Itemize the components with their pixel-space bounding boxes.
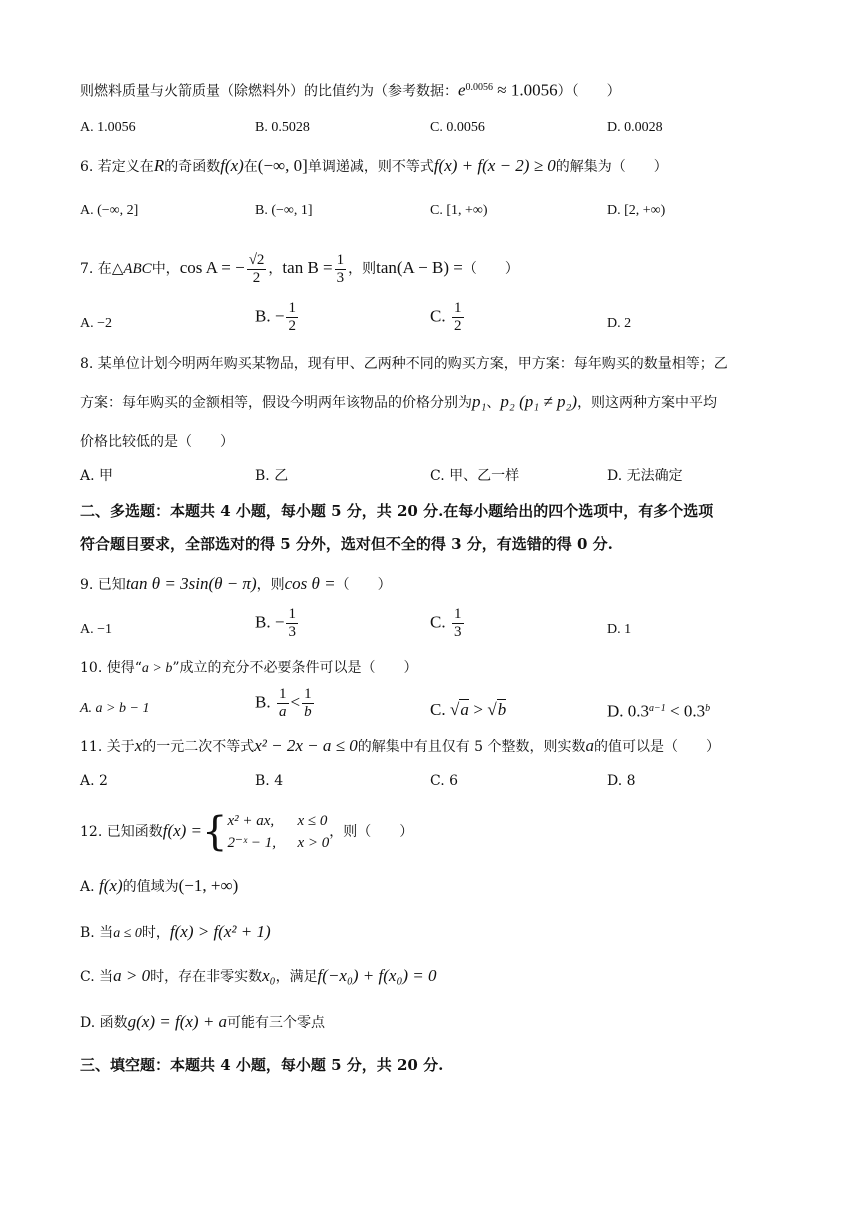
q11-text-d: 的值可以是（ ） [594,739,721,755]
q10-optC-label: C. [430,700,446,719]
q9-suffix: （ ） [335,577,392,593]
q12-optC-text2: ，满足 [275,969,318,985]
q8-p1: p₁ [472,392,487,411]
q8-option-d: D. 无法确定 [607,468,683,484]
q10-optC-op: > [473,700,483,719]
q9-optB-label: B. − [255,612,285,632]
q11-option-c: C. 6 [430,773,459,789]
q9-option-b [255,606,300,641]
q7-tan-num: 1 [336,251,345,268]
q12-optC-text1: 时，存在非零实数 [150,969,263,985]
section-3-heading: 三、填空题：本题共 4 小题，每小题 5 分，共 20 分. [80,1056,444,1074]
q6-suffix: 的解集为（ ） [555,159,668,175]
q10-optB-right-den: b [304,704,312,720]
q7-text2: ，则 [348,261,377,277]
q7-optB-label: B. − [255,306,285,326]
q12-optA-range: (−1, +∞) [178,876,239,895]
q12-optB-cond: a ≤ 0 [113,926,142,941]
q9-optB-num: 1 [288,606,296,622]
q8-option-a: A. 甲 [80,468,114,484]
q9-optC-num: 1 [454,606,462,622]
section-2-heading-line2: 符合题目要求，全部选对的得 5 分外，选对但不全的得 3 分，有选错的得 0 分. [80,535,613,553]
q7-cos-num: √2 [248,251,265,268]
q6-prefix: 6. 若定义在 [80,159,154,175]
q11-x: x [134,736,143,755]
q8-text-a: 方案：每年购买的金额相等，假设今明两年该物品的价格分别为 [80,395,472,411]
q7-comma: ， [268,261,283,277]
q10-text-b: ”成立的充分不必要条件可以是（ ） [172,660,418,676]
q12-optB-ineq: f(x) > f(x² + 1) [169,922,271,941]
q7-cos-den: 2 [252,269,261,286]
question-12 [80,806,413,856]
q12-optA-fx: f(x) [99,876,123,895]
question-11 [80,736,720,757]
q10-optD-exp1: a−1 [649,703,666,714]
q7-prefix: 7. 在 [80,261,112,277]
q7-optB-den: 2 [288,318,296,334]
q10-optD-base1: D. 0.3 [607,701,650,721]
ref-value: ≈ 1.0056 [493,80,558,100]
q10-optD-base2: < 0.3 [665,701,706,721]
q7-tanB: tan B = [282,258,333,277]
q10-option-c: C. √a > √b [430,700,507,719]
q6-text1: 的奇函数 [164,159,221,175]
q9-target: cos θ = [284,574,336,593]
q11-option-a: A. 2 [80,773,108,789]
q9-optC-label: C. [430,612,446,632]
q7-tan-fraction [335,252,347,287]
q12-optA-text: 的值域为 [122,879,179,895]
q9-prefix: 9. 已知 [80,577,126,593]
q8-option-b: B. 乙 [255,468,289,484]
q12-prefix: 12. 已知函数 [80,824,163,840]
q12-case1-expr: x² + ax, [227,813,275,829]
intro-text: 则燃料质量与火箭质量（除燃料外）的比值约为（参考数据： [80,83,458,100]
q6-option-a: A. (−∞, 2] [80,203,139,218]
q12-optD-text: 可能有三个零点 [227,1015,326,1031]
q10-option-b [255,686,316,721]
q8-sep: 、 [486,395,501,411]
q7-option-c [430,300,466,335]
q12-optC-cond: a > 0 [113,966,151,985]
q6-R: R [153,156,165,175]
q12-optB-text: 时， [141,925,170,941]
q7-option-b [255,300,300,335]
q10-condition: a > b [141,661,173,676]
q11-text-b: 的一元二次不等式 [142,739,255,755]
q7-cos-fraction [247,252,267,287]
q5-option-b: B. 0.5028 [255,120,310,135]
q11-text-c: 的解集中有且仅有 5 个整数，则实数 [357,739,586,755]
question-6 [80,156,668,177]
q7-optC-num: 1 [454,300,462,316]
q7-optC-den: 2 [454,318,462,334]
q6-option-d: D. [2, +∞) [607,203,666,218]
q9-option-a: A. −1 [80,622,113,637]
q6-fx: f(x) [220,156,244,175]
q9-optC-den: 3 [454,624,462,640]
q7-optC-fraction [452,300,464,335]
q12-case1-cond: x ≤ 0 [297,813,328,829]
q12-optD-label: D. 函数 [80,1015,128,1031]
q10-option-d [607,699,710,723]
question-8-line1: 8. 某单位计划今明两年购买某物品，现有甲、乙两种不同的购买方案，甲方案：每年购买的数量相等；乙 [80,356,728,372]
q12-optC-eq: f(−x₀) + f(x₀) = 0 [317,966,437,985]
q12-cases [227,810,329,854]
q8-p2: p₂ (p₁ ≠ p₂) [500,392,578,411]
q10-optB-op: < [290,692,301,712]
question5-continuation [80,78,621,102]
q12-option-a [80,876,238,897]
q12-suffix: ，则（ ） [329,824,414,840]
q10-optD-exp2: b [705,703,711,714]
q7-target: tan(A − B) = [376,258,463,277]
q11-text-a: 11. 关于 [80,739,135,755]
q7-suffix: （ ） [462,261,519,277]
q11-option-b: B. 4 [255,773,284,789]
q12-optA-label: A. [80,879,95,895]
q6-option-b: B. (−∞, 1] [255,203,313,218]
q11-option-d: D. 8 [607,773,636,789]
ref-exponent: 0.0056 [465,82,494,93]
q10-optC-sqrt-b: b [497,700,507,719]
question-8-line3: 价格比较低的是（ ） [80,434,234,450]
q12-optC-x0: x₀ [262,966,276,985]
q7-option-d: D. 2 [607,316,632,331]
q8-option-c: C. 甲、乙一样 [430,468,520,484]
q12-option-d [80,1012,325,1033]
q5-option-a: A. 1.0056 [80,120,136,135]
q9-option-d: D. 1 [607,622,632,637]
q7-option-a: A. −2 [80,316,113,331]
q10-optC-sqrt-a: a [460,700,469,719]
q12-case2-cond: x > 0 [297,835,330,851]
q10-text-a: 10. 使得“ [80,660,142,676]
q10-optB-label: B. [255,692,271,712]
q5-option-d: D. 0.0028 [607,120,663,135]
question-7 [80,246,519,290]
question-9 [80,574,392,595]
q12-optD-gx: g(x) = f(x) + a [127,1012,228,1031]
q12-brace: { [202,809,228,855]
intro-suffix: ）（ ） [557,83,621,100]
q9-optB-den: 3 [288,624,296,640]
q9-mid: ，则 [256,577,285,593]
q6-option-c: C. [1, +∞) [430,203,488,218]
q10-optB-left-num: 1 [279,686,287,702]
q10-option-a: A. a > b − 1 [80,701,150,716]
q7-text1: 中， [151,261,180,277]
q5-option-c: C. 0.0056 [430,120,485,135]
q11-a: a [585,736,595,755]
q7-tan-den: 3 [336,269,345,286]
q6-inequality: f(x) + f(x − 2) ≥ 0 [433,156,556,175]
q9-optC-fraction [452,606,464,641]
q9-equation: tan θ = 3sin(θ − π) [125,574,257,593]
q12-fx: f(x) = [162,821,203,840]
section-2-heading-line1: 二、多选题：本题共 4 小题，每小题 5 分，共 20 分.在每小题给出的四个选项中，有多个选项 [80,502,714,520]
q7-triangle: △ABC [111,261,152,277]
q12-option-b [80,922,271,944]
q10-optB-right-num: 1 [304,686,312,702]
question-8-line2 [80,392,717,413]
question-10 [80,658,417,679]
q11-inequality: x² − 2x − a ≤ 0 [254,736,358,755]
q12-optB-label: B. 当 [80,925,114,941]
q8-text-b: ，则这两种方案中平均 [577,395,718,411]
q10-optB-right [302,686,314,721]
q7-optB-fraction [286,300,298,335]
ref-e: e [458,80,466,100]
q10-optB-left-den: a [279,704,287,720]
q9-option-c [430,606,466,641]
q7-optC-label: C. [430,306,446,326]
q6-interval: (−∞, 0] [257,156,308,175]
q9-optB-fraction [286,606,298,641]
q6-text2: 在 [243,159,258,175]
q7-cosA: cos A = − [179,258,245,277]
q6-text3: 单调递减，则不等式 [307,159,434,175]
q7-optB-num: 1 [288,300,296,316]
q12-option-c [80,966,437,987]
q10-optB-left [277,686,289,721]
q12-optC-label: C. 当 [80,969,114,985]
q12-case2-expr: 2⁻ˣ − 1, [227,835,277,851]
